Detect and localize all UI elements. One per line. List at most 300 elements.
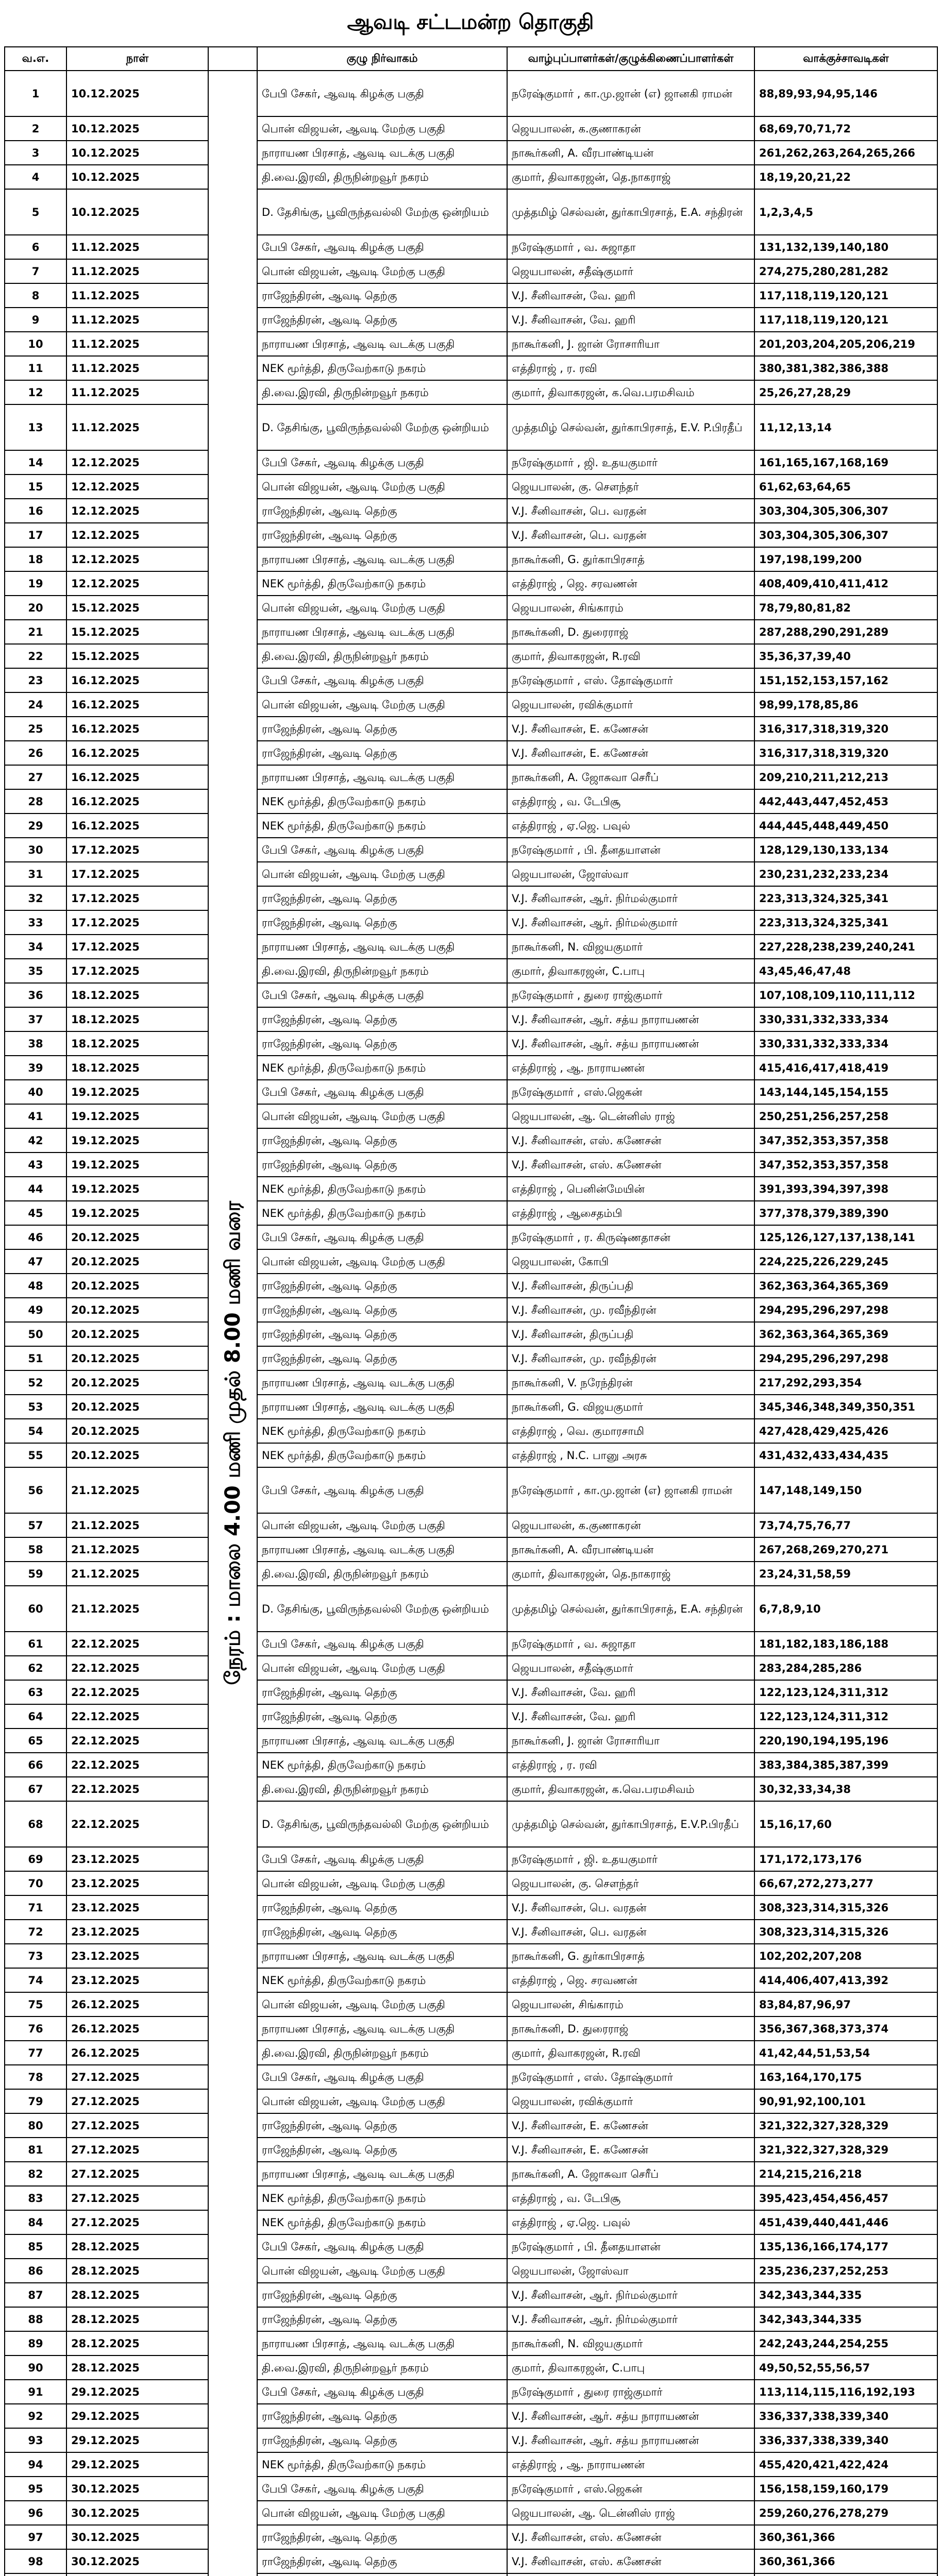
row-serial: 85 (5, 2234, 66, 2259)
row-serial: 53 (5, 1395, 66, 1419)
row-date: 22.12.2025 (66, 1680, 208, 1704)
row-officers: முத்தமிழ் செல்வன், துர்காபிரசாத், E.A. சந்திரன் (507, 189, 754, 235)
row-booths (754, 2573, 937, 2576)
row-officers: எத்திராஜ் , ஆசைதம்பி (507, 1201, 754, 1225)
row-group: ராஜேந்திரன், ஆவடி தெற்கு (257, 2113, 507, 2138)
row-officers: நரேஷ்குமார் , கா.மு.ஜான் (எ) ஜானகி ராமன் (507, 1467, 754, 1513)
row-date: 29.12.2025 (66, 2428, 208, 2452)
table-row (5, 1968, 937, 1992)
row-date: 22.12.2025 (66, 1704, 208, 1728)
row-date: 22.12.2025 (66, 1753, 208, 1777)
row-group: ராஜேந்திரன், ஆவடி தெற்கு (257, 1274, 507, 1298)
row-booths: 43,45,46,47,48 (754, 959, 937, 983)
row-group: பொன் விஜயன், ஆவடி மேற்கு பகுதி (257, 1992, 507, 2016)
row-date: 23.12.2025 (66, 1895, 208, 1920)
row-date: 20.12.2025 (66, 1443, 208, 1467)
table-row (5, 644, 937, 668)
row-booths: 197,198,199,200 (754, 547, 937, 571)
row-serial: 1 (5, 71, 66, 116)
row-date: 17.12.2025 (66, 886, 208, 910)
table-row (5, 523, 937, 547)
table-row (5, 2525, 937, 2549)
row-serial: 97 (5, 2525, 66, 2549)
row-serial (5, 2573, 66, 2576)
row-officers: V.J. சீனிவாசன், ஆர். சத்ய நாராயணன் (507, 2404, 754, 2428)
table-row (5, 1419, 937, 1443)
row-group: பொன் விஜயன், ஆவடி மேற்கு பகுதி (257, 1656, 507, 1680)
row-group: நாராயண பிரசாத், ஆவடி வடக்கு பகுதி (257, 1537, 507, 1562)
row-group: நாராயண பிரசாத், ஆவடி வடக்கு பகுதி (257, 620, 507, 644)
row-booths: 380,381,382,386,388 (754, 356, 937, 380)
row-group: தி.வை.இரவி, திருநின்றவூர் நகரம் (257, 959, 507, 983)
row-group: நாராயண பிரசாத், ஆவடி வடக்கு பகுதி (257, 141, 507, 165)
row-officers: V.J. சீனிவாசன், எஸ். கணேசன் (507, 1128, 754, 1153)
schedule-table (4, 46, 938, 2576)
row-booths: 427,428,429,425,426 (754, 1419, 937, 1443)
row-date: 10.12.2025 (66, 71, 208, 116)
table-row (5, 2016, 937, 2041)
row-group (257, 2573, 507, 2576)
table-row (5, 356, 937, 380)
row-officers: V.J. சீனிவாசன், வே. ஹரி (507, 308, 754, 332)
row-serial: 72 (5, 1920, 66, 1944)
row-date: 22.12.2025 (66, 1632, 208, 1656)
row-serial: 23 (5, 668, 66, 692)
row-booths: 30,32,33,34,38 (754, 1777, 937, 1801)
row-booths: 362,363,364,365,369 (754, 1322, 937, 1346)
row-serial: 3 (5, 141, 66, 165)
row-serial: 98 (5, 2549, 66, 2573)
row-group: NEK மூர்த்தி, திருவேற்காடு நகரம் (257, 1201, 507, 1225)
row-serial: 11 (5, 356, 66, 380)
row-officers: ஜெயபாலன், க.குணாகரன் (507, 1513, 754, 1537)
table-row (5, 1777, 937, 1801)
row-officers: எத்திராஜ் , ர. ரவி (507, 1753, 754, 1777)
row-group: D. தேசிங்கு, பூவிருந்தவல்லி மேற்கு ஒன்றியம் (257, 1801, 507, 1847)
table-row (5, 2210, 937, 2234)
row-group: ராஜேந்திரன், ஆவடி தெற்கு (257, 1680, 507, 1704)
row-group: NEK மூர்த்தி, திருவேற்காடு நகரம் (257, 571, 507, 596)
row-booths: 1,2,3,4,5 (754, 189, 937, 235)
row-officers: V.J. சீனிவாசன், E. கணேசன் (507, 741, 754, 765)
row-group: பேபி சேகர், ஆவடி கிழக்கு பகுதி (257, 71, 507, 116)
row-date: 29.12.2025 (66, 2404, 208, 2428)
row-group: ராஜேந்திரன், ஆவடி தெற்கு (257, 2307, 507, 2331)
row-date: 21.12.2025 (66, 1586, 208, 1632)
row-serial: 87 (5, 2283, 66, 2307)
row-officers: நரேஷ்குமார் , பி. தீனதயாளன் (507, 2234, 754, 2259)
row-serial: 66 (5, 1753, 66, 1777)
row-serial: 61 (5, 1632, 66, 1656)
row-officers: நரேஷ்குமார் , பி. தீனதயாளன் (507, 838, 754, 862)
row-booths: 414,406,407,413,392 (754, 1968, 937, 1992)
row-officers: குமார், திவாகரஜன், க.வெ.பரமசிவம் (507, 1777, 754, 1801)
row-group: ராஜேந்திரன், ஆவடி தெற்கு (257, 741, 507, 765)
row-booths: 283,284,285,286 (754, 1656, 937, 1680)
row-booths: 455,420,421,422,424 (754, 2452, 937, 2477)
row-group: பொன் விஜயன், ஆவடி மேற்கு பகுதி (257, 692, 507, 717)
row-serial: 6 (5, 235, 66, 259)
table-row (5, 1656, 937, 1680)
row-serial: 46 (5, 1225, 66, 1249)
row-booths: 227,228,238,239,240,241 (754, 935, 937, 959)
row-group: ராஜேந்திரன், ஆவடி தெற்கு (257, 1704, 507, 1728)
row-group: பொன் விஜயன், ஆவடி மேற்கு பகுதி (257, 862, 507, 886)
table-row (5, 814, 937, 838)
row-officers: V.J. சீனிவாசன், பெ. வரதன் (507, 499, 754, 523)
row-serial: 32 (5, 886, 66, 910)
row-serial: 37 (5, 1007, 66, 1031)
row-booths: 242,243,244,254,255 (754, 2331, 937, 2355)
table-row (5, 2089, 937, 2113)
row-booths: 135,136,166,174,177 (754, 2234, 937, 2259)
row-booths: 11,12,13,14 (754, 404, 937, 450)
row-date: 18.12.2025 (66, 1056, 208, 1080)
table-row (5, 380, 937, 404)
row-officers: V.J. சீனிவாசன், எஸ். கணேசன் (507, 1153, 754, 1177)
col-header-time (208, 47, 257, 71)
row-date: 22.12.2025 (66, 1801, 208, 1847)
table-row (5, 2138, 937, 2162)
row-date: 21.12.2025 (66, 1467, 208, 1513)
row-booths: 156,158,159,160,179 (754, 2477, 937, 2501)
table-row (5, 1632, 937, 1656)
table-row (5, 2428, 937, 2452)
table-row (5, 1007, 937, 1031)
row-date: 12.12.2025 (66, 474, 208, 499)
row-serial: 94 (5, 2452, 66, 2477)
row-officers: ஜெயபாலன், சிங்காரம் (507, 596, 754, 620)
row-officers: V.J. சீனிவாசன், E. கணேசன் (507, 2138, 754, 2162)
row-serial: 27 (5, 765, 66, 789)
table-row (5, 165, 937, 189)
row-group: NEK மூர்த்தி, திருவேற்காடு நகரம் (257, 1056, 507, 1080)
row-booths: 68,69,70,71,72 (754, 116, 937, 141)
row-group: நாராயண பிரசாத், ஆவடி வடக்கு பகுதி (257, 1728, 507, 1753)
row-booths: 181,182,183,186,188 (754, 1632, 937, 1656)
row-date: 10.12.2025 (66, 116, 208, 141)
row-date: 27.12.2025 (66, 2065, 208, 2089)
table-row (5, 1031, 937, 1056)
row-date: 26.12.2025 (66, 2041, 208, 2065)
row-date: 15.12.2025 (66, 596, 208, 620)
row-serial: 2 (5, 116, 66, 141)
row-date: 10.12.2025 (66, 141, 208, 165)
row-booths: 356,367,368,373,374 (754, 2016, 937, 2041)
row-date: 19.12.2025 (66, 1080, 208, 1104)
table-row (5, 2307, 937, 2331)
row-group: NEK மூர்த்தி, திருவேற்காடு நகரம் (257, 2210, 507, 2234)
table-row (5, 1753, 937, 1777)
row-officers: V.J. சீனிவாசன், பெ. வரதன் (507, 1895, 754, 1920)
table-row (5, 959, 937, 983)
row-booths: 316,317,318,319,320 (754, 717, 937, 741)
row-date: 19.12.2025 (66, 1104, 208, 1128)
row-officers: V.J. சீனிவாசன், ஆர். நிர்மல்குமார் (507, 2283, 754, 2307)
row-officers: நாகூர்கனி, V. நரேந்திரன் (507, 1370, 754, 1395)
table-row (5, 474, 937, 499)
row-booths: 66,67,272,273,277 (754, 1871, 937, 1895)
row-officers: ஜெயபாலன், ஜோஸ்வா (507, 862, 754, 886)
row-group: தி.வை.இரவி, திருநின்றவூர் நகரம் (257, 1777, 507, 1801)
row-booths: 220,190,194,195,196 (754, 1728, 937, 1753)
row-booths: 303,304,305,306,307 (754, 499, 937, 523)
row-officers: நரேஷ்குமார் , ர. கிருஷ்ணதாசன் (507, 1225, 754, 1249)
row-group: பேபி சேகர், ஆவடி கிழக்கு பகுதி (257, 1467, 507, 1513)
row-serial: 64 (5, 1704, 66, 1728)
row-serial: 38 (5, 1031, 66, 1056)
table-row (5, 668, 937, 692)
row-date: 30.12.2025 (66, 2525, 208, 2549)
row-officers: ஜெயபாலன், சதீஷ்குமார் (507, 1656, 754, 1680)
row-booths: 131,132,139,140,180 (754, 235, 937, 259)
row-serial: 4 (5, 165, 66, 189)
row-serial: 19 (5, 571, 66, 596)
row-date: 11.12.2025 (66, 404, 208, 450)
row-group: பொன் விஜயன், ஆவடி மேற்கு பகுதி (257, 1249, 507, 1274)
row-booths: 321,322,327,328,329 (754, 2113, 937, 2138)
row-serial: 9 (5, 308, 66, 332)
row-booths: 223,313,324,325,341 (754, 886, 937, 910)
row-officers: V.J. சீனிவாசன், ஆர். சத்ய நாராயணன் (507, 1007, 754, 1031)
table-row (5, 1322, 937, 1346)
row-group: பேபி சேகர், ஆவடி கிழக்கு பகுதி (257, 450, 507, 474)
row-booths: 201,203,204,205,206,219 (754, 332, 937, 356)
row-group: பேபி சேகர், ஆவடி கிழக்கு பகுதி (257, 2477, 507, 2501)
col-header-date: நாள் (66, 47, 208, 71)
row-date: 12.12.2025 (66, 571, 208, 596)
row-serial: 12 (5, 380, 66, 404)
row-officers: எத்திராஜ் , ஜெ. சரவணன் (507, 1968, 754, 1992)
row-group: பொன் விஜயன், ஆவடி மேற்கு பகுதி (257, 2259, 507, 2283)
row-booths: 163,164,170,175 (754, 2065, 937, 2089)
row-date: 27.12.2025 (66, 2138, 208, 2162)
row-group: ராஜேந்திரன், ஆவடி தெற்கு (257, 2138, 507, 2162)
row-booths: 342,343,344,335 (754, 2283, 937, 2307)
row-group: NEK மூர்த்தி, திருவேற்காடு நகரம் (257, 789, 507, 814)
row-officers: நாகூர்கனி, A. வீரபாண்டியன் (507, 141, 754, 165)
row-officers: V.J. சீனிவாசன், ஆர். சத்ய நாராயணன் (507, 1031, 754, 1056)
row-group: பொன் விஜயன், ஆவடி மேற்கு பகுதி (257, 116, 507, 141)
row-serial: 59 (5, 1562, 66, 1586)
row-booths: 336,337,338,339,340 (754, 2428, 937, 2452)
row-group: ராஜேந்திரன், ஆவடி தெற்கு (257, 2283, 507, 2307)
row-date: 12.12.2025 (66, 523, 208, 547)
row-date: 23.12.2025 (66, 1944, 208, 1968)
row-date: 20.12.2025 (66, 1322, 208, 1346)
table-row (5, 1080, 937, 1104)
row-officers: நாகூர்கனி, G. விஜயகுமார் (507, 1395, 754, 1419)
table-row (5, 2234, 937, 2259)
row-officers: ஜெயபாலன், சதீஷ்குமார் (507, 259, 754, 283)
row-date: 19.12.2025 (66, 1153, 208, 1177)
table-row (5, 547, 937, 571)
table-row (5, 116, 937, 141)
row-booths: 143,144,145,154,155 (754, 1080, 937, 1104)
row-booths: 408,409,410,411,412 (754, 571, 937, 596)
row-officers: நரேஷ்குமார் , கா.மு.ஜான் (எ) ஜானகி ராமன் (507, 71, 754, 116)
table-row (5, 2573, 937, 2576)
col-header-serial: வ.எ. (5, 47, 66, 71)
row-officers: முத்தமிழ் செல்வன், துர்காபிரசாத், E.V. P.பிரதீப் (507, 404, 754, 450)
row-date: 20.12.2025 (66, 1346, 208, 1370)
table-row (5, 1274, 937, 1298)
row-group: D. தேசிங்கு, பூவிருந்தவல்லி மேற்கு ஒன்றியம் (257, 189, 507, 235)
table-row (5, 450, 937, 474)
row-serial: 40 (5, 1080, 66, 1104)
row-booths: 347,352,353,357,358 (754, 1128, 937, 1153)
row-booths: 151,152,153,157,162 (754, 668, 937, 692)
table-row (5, 2162, 937, 2186)
row-group: பொன் விஜயன், ஆவடி மேற்கு பகுதி (257, 1104, 507, 1128)
row-group: NEK மூர்த்தி, திருவேற்காடு நகரம் (257, 1753, 507, 1777)
row-date: 23.12.2025 (66, 1847, 208, 1871)
row-group: தி.வை.இரவி, திருநின்றவூர் நகரம் (257, 2355, 507, 2380)
row-officers: நாகூர்கனி, G. துர்காபிரசாத் (507, 1944, 754, 1968)
row-booths: 308,323,314,315,326 (754, 1895, 937, 1920)
row-group: பொன் விஜயன், ஆவடி மேற்கு பகுதி (257, 2501, 507, 2525)
table-row (5, 2404, 937, 2428)
table-row (5, 1801, 937, 1847)
row-booths: 128,129,130,133,134 (754, 838, 937, 862)
row-officers: குமார், திவாகரஜன், தெ.நாகராஜ் (507, 165, 754, 189)
row-serial: 88 (5, 2307, 66, 2331)
row-booths: 117,118,119,120,121 (754, 283, 937, 308)
row-officers: நாகூர்கனி, D. துரைராஜ் (507, 620, 754, 644)
row-date: 16.12.2025 (66, 765, 208, 789)
row-booths: 18,19,20,21,22 (754, 165, 937, 189)
row-booths: 321,322,327,328,329 (754, 2138, 937, 2162)
row-serial: 63 (5, 1680, 66, 1704)
table-row (5, 1370, 937, 1395)
row-serial: 47 (5, 1249, 66, 1274)
row-serial: 41 (5, 1104, 66, 1128)
table-row (5, 1128, 937, 1153)
row-serial: 10 (5, 332, 66, 356)
row-date: 16.12.2025 (66, 668, 208, 692)
row-booths: 259,260,276,278,279 (754, 2501, 937, 2525)
row-booths: 209,210,211,212,213 (754, 765, 937, 789)
row-booths: 415,416,417,418,419 (754, 1056, 937, 1080)
row-group: நாராயண பிரசாத், ஆவடி வடக்கு பகுதி (257, 1370, 507, 1395)
table-row (5, 620, 937, 644)
row-group: ராஜேந்திரன், ஆவடி தெற்கு (257, 1031, 507, 1056)
row-date: 28.12.2025 (66, 2234, 208, 2259)
row-officers: V.J. சீனிவாசன், வே. ஹரி (507, 1680, 754, 1704)
row-group: NEK மூர்த்தி, திருவேற்காடு நகரம் (257, 1177, 507, 1201)
row-booths: 261,262,263,264,265,266 (754, 141, 937, 165)
table-row (5, 2477, 937, 2501)
row-serial: 93 (5, 2428, 66, 2452)
row-group: பேபி சேகர், ஆவடி கிழக்கு பகுதி (257, 235, 507, 259)
row-date: 21.12.2025 (66, 1537, 208, 1562)
row-group: ராஜேந்திரன், ஆவடி தெற்கு (257, 1128, 507, 1153)
table-row (5, 862, 937, 886)
table-row (5, 141, 937, 165)
row-officers: நாகூர்கனி, D. துரைராஜ் (507, 2016, 754, 2041)
row-officers: நாகூர்கனி, J. ஜான் ரோசாரியா (507, 332, 754, 356)
row-date: 20.12.2025 (66, 1225, 208, 1249)
table-row (5, 765, 937, 789)
row-date: 27.12.2025 (66, 2162, 208, 2186)
row-group: ராஜேந்திரன், ஆவடி தெற்கு (257, 1920, 507, 1944)
row-officers: எத்திராஜ் , N.C. பானு அரசு (507, 1443, 754, 1467)
row-booths: 303,304,305,306,307 (754, 523, 937, 547)
table-row (5, 935, 937, 959)
row-group: D. தேசிங்கு, பூவிருந்தவல்லி மேற்கு ஒன்றியம் (257, 404, 507, 450)
row-officers: எத்திராஜ் , பெனின்மேயின் (507, 1177, 754, 1201)
row-officers: எத்திராஜ் , ஏ.ஜெ. பவுல் (507, 814, 754, 838)
table-row (5, 1992, 937, 2016)
time-note: நேரம் : மாலை 4.00 மணி முதல் 8.00 மணி வரை (221, 1201, 245, 1685)
row-booths: 214,215,216,218 (754, 2162, 937, 2186)
row-booths: 230,231,232,233,234 (754, 862, 937, 886)
row-booths: 336,337,338,339,340 (754, 2404, 937, 2428)
row-officers (507, 2573, 754, 2576)
row-date: 17.12.2025 (66, 910, 208, 935)
row-group: ராஜேந்திரன், ஆவடி தெற்கு (257, 499, 507, 523)
table-row (5, 2041, 937, 2065)
table-row (5, 1920, 937, 1944)
row-date: 16.12.2025 (66, 717, 208, 741)
table-row (5, 404, 937, 450)
row-date: 11.12.2025 (66, 283, 208, 308)
row-date: 10.12.2025 (66, 189, 208, 235)
row-officers: எத்திராஜ் , ஏ.ஜெ. பவுல் (507, 2210, 754, 2234)
row-date: 16.12.2025 (66, 692, 208, 717)
row-officers: ஜெயபாலன், ஜோஸ்வா (507, 2259, 754, 2283)
row-serial: 49 (5, 1298, 66, 1322)
row-serial: 70 (5, 1871, 66, 1895)
row-date: 12.12.2025 (66, 499, 208, 523)
row-group: NEK மூர்த்தி, திருவேற்காடு நகரம் (257, 814, 507, 838)
row-group: தி.வை.இரவி, திருநின்றவூர் நகரம் (257, 165, 507, 189)
row-date: 20.12.2025 (66, 1298, 208, 1322)
row-officers: V.J. சீனிவாசன், பெ. வரதன் (507, 523, 754, 547)
row-booths: 122,123,124,311,312 (754, 1704, 937, 1728)
row-officers: குமார், திவாகரஜன், C.பாபு (507, 959, 754, 983)
row-group: ராஜேந்திரன், ஆவடி தெற்கு (257, 1895, 507, 1920)
row-group: பொன் விஜயன், ஆவடி மேற்கு பகுதி (257, 596, 507, 620)
row-serial: 28 (5, 789, 66, 814)
row-serial: 69 (5, 1847, 66, 1871)
row-group: ராஜேந்திரன், ஆவடி தெற்கு (257, 2428, 507, 2452)
row-group: ராஜேந்திரன், ஆவடி தெற்கு (257, 717, 507, 741)
row-date: 11.12.2025 (66, 259, 208, 283)
row-booths: 223,313,324,325,341 (754, 910, 937, 935)
table-row (5, 1249, 937, 1274)
row-officers: முத்தமிழ் செல்வன், துர்காபிரசாத், E.V.P.பிரதீப் (507, 1801, 754, 1847)
row-group: தி.வை.இரவி, திருநின்றவூர் நகரம் (257, 380, 507, 404)
row-officers: ஜெயபாலன், ஆ. டென்னிஸ் ராஜ் (507, 1104, 754, 1128)
row-officers: நாகூர்கனி, A. ஜோசுவா செரீப் (507, 765, 754, 789)
row-date: 19.12.2025 (66, 1201, 208, 1225)
row-officers: முத்தமிழ் செல்வன், துர்காபிரசாத், E.A. சந்திரன் (507, 1586, 754, 1632)
row-serial: 83 (5, 2186, 66, 2210)
row-serial: 62 (5, 1656, 66, 1680)
row-serial: 24 (5, 692, 66, 717)
row-date: 26.12.2025 (66, 1992, 208, 2016)
row-serial: 81 (5, 2138, 66, 2162)
row-date: 18.12.2025 (66, 1007, 208, 1031)
row-serial: 55 (5, 1443, 66, 1467)
row-group: நாராயண பிரசாத், ஆவடி வடக்கு பகுதி (257, 765, 507, 789)
table-row (5, 2283, 937, 2307)
row-group: NEK மூர்த்தி, திருவேற்காடு நகரம் (257, 356, 507, 380)
row-officers: V.J. சீனிவாசன், வே. ஹரி (507, 1704, 754, 1728)
row-date: 20.12.2025 (66, 1370, 208, 1395)
table-row (5, 2501, 937, 2525)
